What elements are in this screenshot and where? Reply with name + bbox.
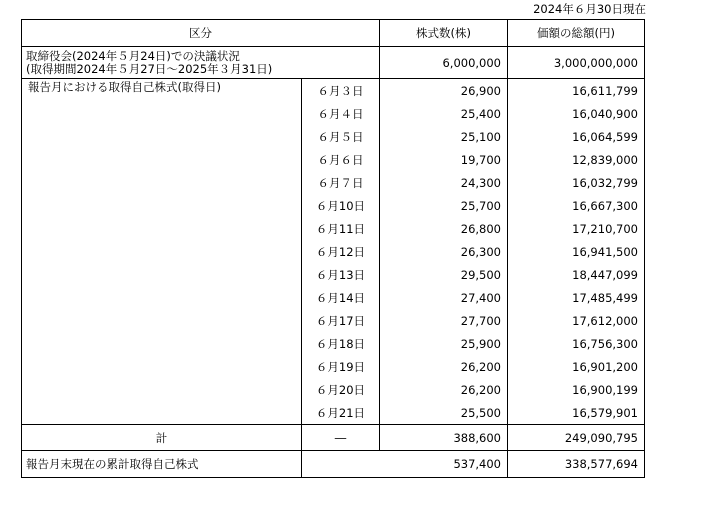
acquisition-amount: 16,667,300 [508, 194, 645, 217]
acquisition-shares: 25,900 [380, 332, 508, 355]
acquisition-amount: 16,941,500 [508, 240, 645, 263]
resolution-label [22, 47, 380, 79]
acquisition-shares: 27,400 [380, 286, 508, 309]
resolution-label-line1: 取締役会(2024年５月24日)での決議状況 [26, 48, 240, 63]
acquisition-amount: 16,901,200 [508, 355, 645, 378]
total-dash: ― [302, 425, 380, 451]
acquisition-amount: 17,485,499 [508, 286, 645, 309]
acquisition-shares: 25,500 [380, 401, 508, 425]
acquisition-date: ６月５日 [302, 125, 380, 148]
acquisition-shares: 26,300 [380, 240, 508, 263]
acquisition-date: ６月18日 [302, 332, 380, 355]
cumulative-shares: 537,400 [302, 451, 508, 478]
cumulative-label: 報告月末現在の累計取得自己株式 [22, 451, 302, 478]
cumulative-row [22, 451, 645, 478]
resolution-label-line2: (取得期間2024年５月27日～2025年３月31日) [26, 61, 273, 76]
header-shares: 株式数(株) [380, 20, 508, 47]
acquisition-amount: 18,447,099 [508, 263, 645, 286]
acquisition-label: 報告月における取得自己株式(取得日) [22, 79, 302, 425]
total-shares: 388,600 [380, 425, 508, 451]
as-of-date: 2024年６月30日現在 [533, 2, 646, 16]
total-label: 計 [22, 425, 302, 451]
acquisition-date: ６月20日 [302, 378, 380, 401]
acquisition-shares: 25,400 [380, 102, 508, 125]
acquisition-shares: 25,700 [380, 194, 508, 217]
acquisition-date: ６月19日 [302, 355, 380, 378]
acquisition-shares: 24,300 [380, 171, 508, 194]
acquisition-shares: 26,900 [380, 79, 508, 103]
acquisition-date: ６月６日 [302, 148, 380, 171]
resolution-amount: 3,000,000,000 [508, 47, 645, 79]
share-repurchase-table [21, 19, 645, 478]
acquisition-amount: 16,756,300 [508, 332, 645, 355]
acquisition-date: ６月10日 [302, 194, 380, 217]
header-row [22, 20, 645, 47]
resolution-shares: 6,000,000 [380, 47, 508, 79]
acquisition-amount: 16,611,799 [508, 79, 645, 103]
acquisition-amount: 16,579,901 [508, 401, 645, 425]
acquisition-shares: 27,700 [380, 309, 508, 332]
acquisition-date: ６月14日 [302, 286, 380, 309]
total-row [22, 425, 645, 451]
acquisition-date: ６月13日 [302, 263, 380, 286]
header-category: 区分 [22, 20, 380, 47]
acquisition-amount: 17,210,700 [508, 217, 645, 240]
total-amount: 249,090,795 [508, 425, 645, 451]
acquisition-shares: 29,500 [380, 263, 508, 286]
acquisition-date: ６月12日 [302, 240, 380, 263]
acquisition-date: ６月４日 [302, 102, 380, 125]
acquisition-amount: 16,064,599 [508, 125, 645, 148]
acquisition-amount: 12,839,000 [508, 148, 645, 171]
acquisition-amount: 16,040,900 [508, 102, 645, 125]
table-row [22, 79, 645, 103]
acquisition-shares: 19,700 [380, 148, 508, 171]
acquisition-amount: 16,900,199 [508, 378, 645, 401]
acquisition-shares: 26,200 [380, 378, 508, 401]
resolution-row [22, 47, 645, 79]
acquisition-shares: 26,800 [380, 217, 508, 240]
acquisition-date: ６月21日 [302, 401, 380, 425]
acquisition-shares: 25,100 [380, 125, 508, 148]
acquisition-date: ６月７日 [302, 171, 380, 194]
cumulative-amount: 338,577,694 [508, 451, 645, 478]
header-amount: 価額の総額(円) [508, 20, 645, 47]
acquisition-date: ６月17日 [302, 309, 380, 332]
acquisition-amount: 16,032,799 [508, 171, 645, 194]
acquisition-date: ６月３日 [302, 79, 380, 103]
acquisition-shares: 26,200 [380, 355, 508, 378]
acquisition-date: ６月11日 [302, 217, 380, 240]
acquisition-amount: 17,612,000 [508, 309, 645, 332]
